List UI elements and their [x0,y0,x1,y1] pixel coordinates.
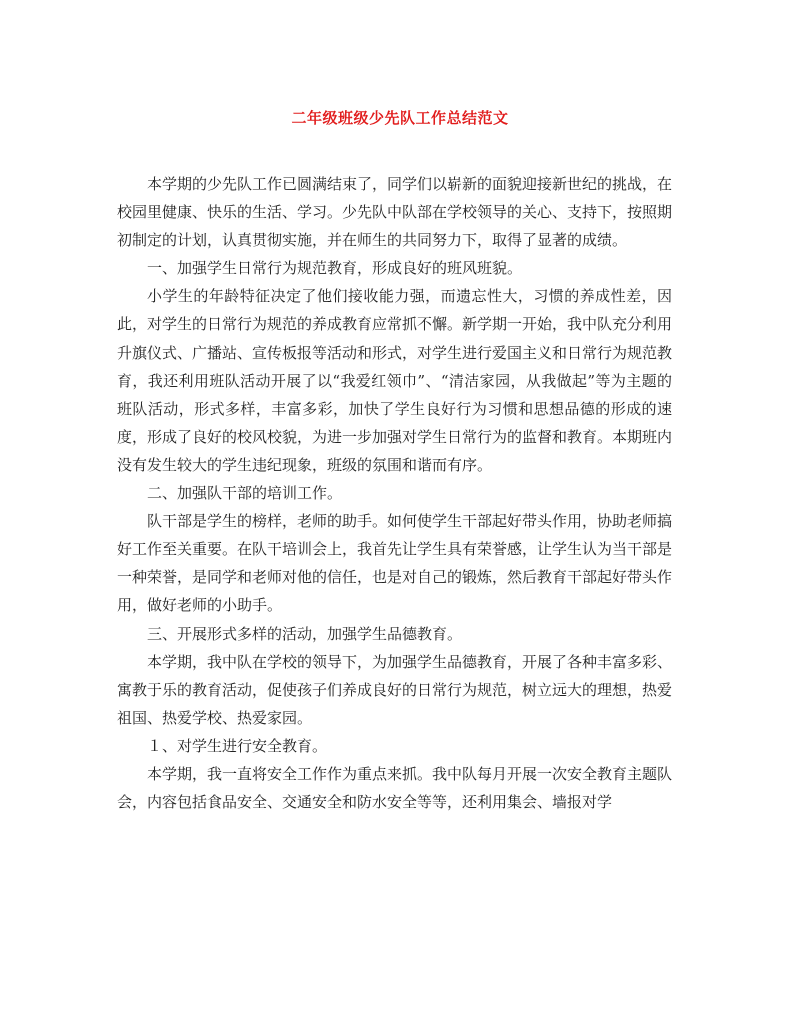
document-body [117,170,672,816]
section-heading-1: 一、加强学生日常行为规范教育，形成良好的班风班貌。 [147,259,523,278]
paragraph-section-2: 队干部是学生的榜样，老师的助手。如何使学生干部起好带头作用，协助老师搞好工作至关重要。在队干培训会上，我首先让学生具有荣誉感，让学生认为当干部是一种荣誉，是同学和老师对他的信任，也是对自己的锻炼，然后教育干部起好带头作用，做好老师的小助手。 [117,512,673,615]
section-heading-2: 二、加强队干部的培训工作。 [147,484,343,503]
document-title: 二年级班级少先队工作总结范文 [291,109,509,127]
paragraph-intro: 本学期的少先队工作已圆满结束了，同学们以崭新的面貌迎接新世纪的挑战，在校园里健康、快乐的生活、学习。少先队中队部在学校领导的关心、支持下，按照期初制定的计划，认真贯彻实施，并在师生的共同努力下，取得了显著的成绩。 [117,175,673,250]
paragraph-subsection-1: 本学期，我一直将安全工作作为重点来抓。我中队每月开展一次安全教育主题队会，内容包括食品安全、交通安全和防水安全等等，还利用集会、墙报对学 [117,764,673,812]
subsection-heading-1: １、对学生进行安全教育。 [147,736,328,755]
paragraph-section-1: 小学生的年龄特征决定了他们接收能力强，而遗忘性大，习惯的养成性差，因此，对学生的日常行为规范的养成教育应常抓不懈。新学期一开始，我中队充分利用升旗仪式、广播站、宣传板报等活动和形式，对学生进行爱国主义和日常行为规范教育，我还利用班队活动开展了以“我爱红领巾”、“清洁家园，从我做起”等为主题的班队活动，形式多样，丰富多彩，加快了学生良好行为习惯和思想品德的形成的速度，形成了良好的校风校貌，为进一步加强对学生日常行为的监督和教育。本期班内没有发生较大的学生违纪现象，班级的氛围和谐而有序。 [117,287,673,474]
paragraph-section-3: 本学期，我中队在学校的领导下，为加强学生品德教育，开展了各种丰富多彩、寓教于乐的教育活动，促使孩子们养成良好的日常行为规范，树立远大的理想，热爱祖国、热爱学校、热爱家园。 [117,652,673,727]
section-heading-3: 三、开展形式多样的活动，加强学生品德教育。 [147,624,463,643]
